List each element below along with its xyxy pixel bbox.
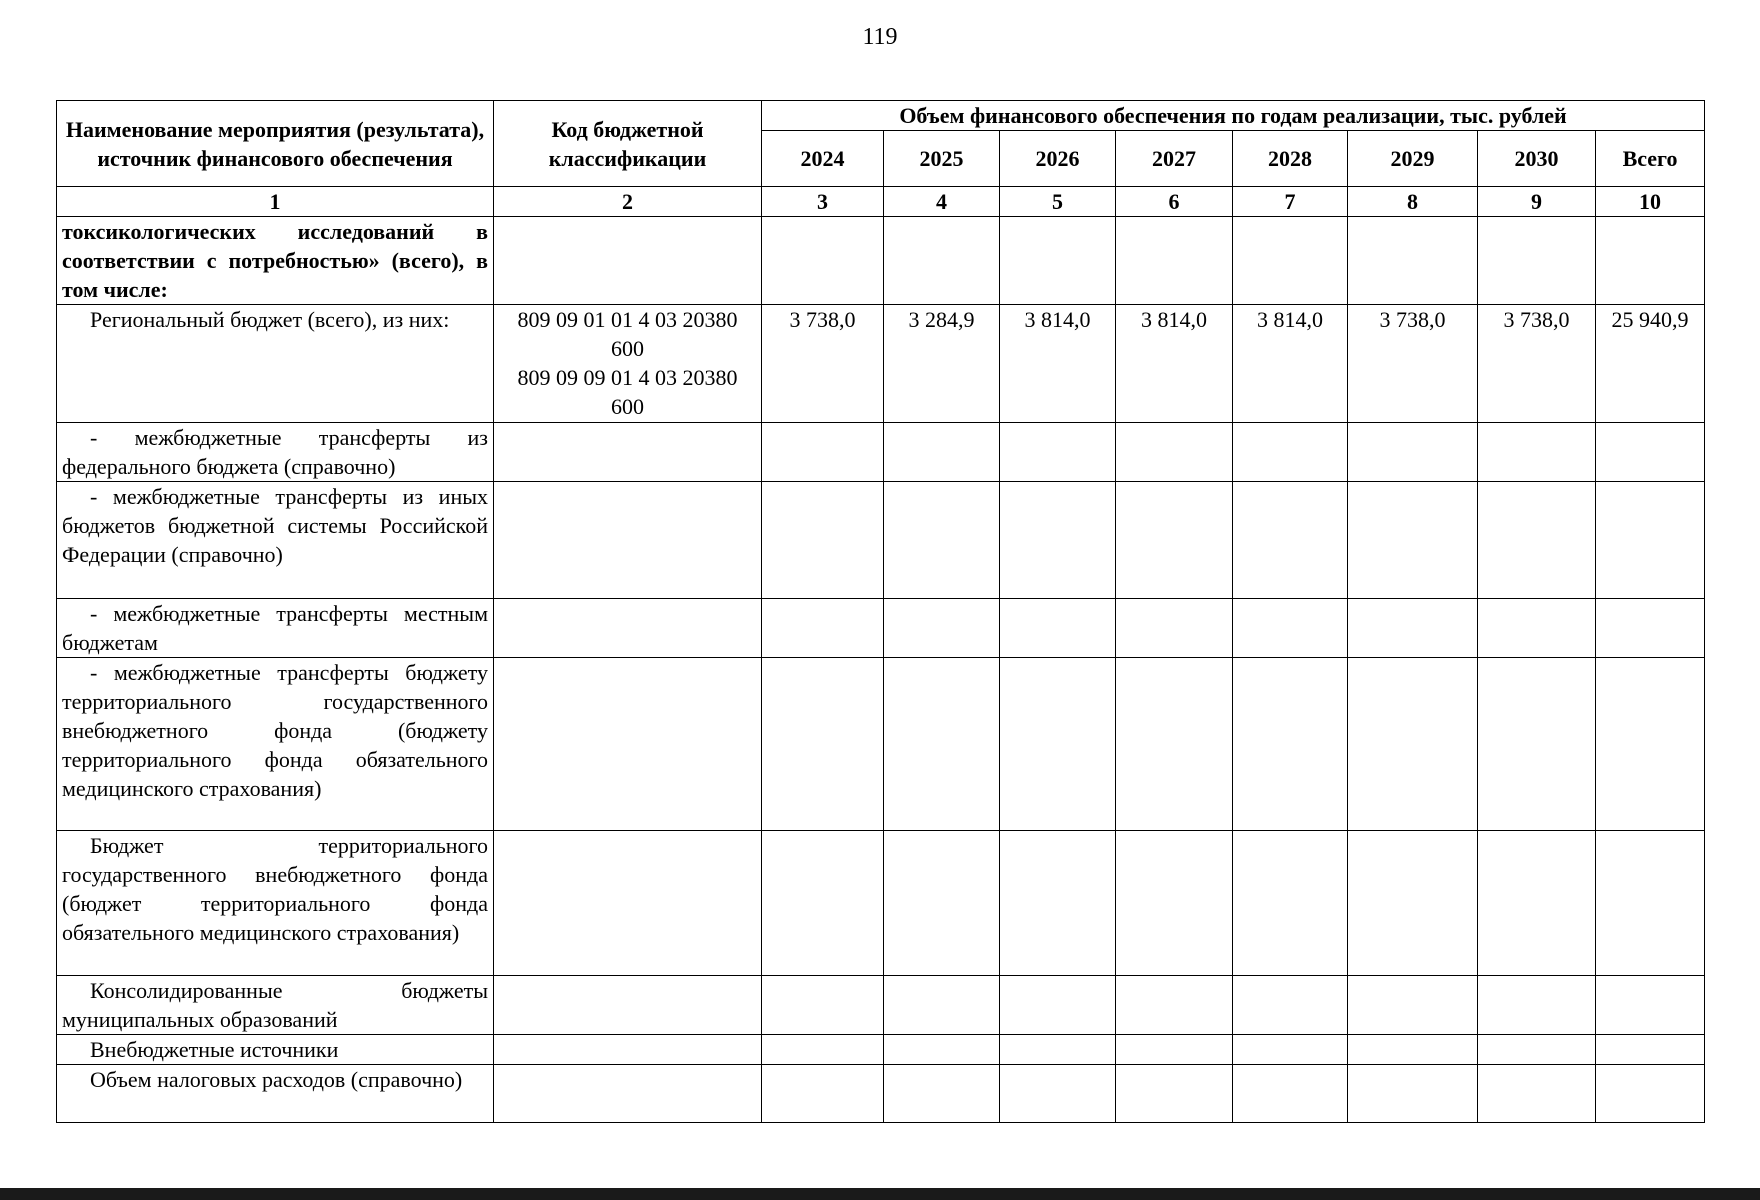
table-row (57, 423, 1705, 482)
row-code (494, 305, 762, 423)
row-value (1233, 1035, 1348, 1065)
row-value (1233, 217, 1348, 305)
row-value (884, 976, 1000, 1035)
row-value (1233, 599, 1348, 658)
header-year: 2028 (1233, 131, 1348, 187)
row-value: 3 814,0 (1000, 305, 1116, 423)
row-value (1348, 482, 1478, 599)
column-number: 2 (494, 187, 762, 217)
row-value (1233, 1065, 1348, 1123)
row-value (884, 831, 1000, 976)
row-value (884, 1065, 1000, 1123)
row-code (494, 831, 762, 976)
row-value (1116, 423, 1233, 482)
table-row (57, 217, 1705, 305)
row-value (1000, 482, 1116, 599)
row-value (1116, 1065, 1233, 1123)
header-total: Всего (1596, 131, 1705, 187)
row-value (1596, 976, 1705, 1035)
code-line: 809 09 09 01 4 03 20380 600 (517, 365, 738, 419)
row-value (1000, 976, 1116, 1035)
row-value (1233, 423, 1348, 482)
row-value (1348, 423, 1478, 482)
row-value (1478, 1065, 1596, 1123)
row-value (1596, 1035, 1705, 1065)
row-name: Региональный бюджет (всего), из них: (57, 305, 494, 423)
row-value (1348, 1065, 1478, 1123)
row-code (494, 217, 762, 305)
row-value (884, 423, 1000, 482)
row-code (494, 599, 762, 658)
row-value (762, 482, 884, 599)
row-value (1348, 976, 1478, 1035)
row-code (494, 976, 762, 1035)
row-value (1348, 658, 1478, 831)
row-value (1000, 1035, 1116, 1065)
row-value (762, 1065, 884, 1123)
row-name: - межбюджетные трансферты бюджету территориального государственного внебюджетного фонда (бюджету территориального фонда обязательного медицинского страхования) (57, 658, 494, 831)
row-value (1478, 1035, 1596, 1065)
table-row (57, 1065, 1705, 1123)
row-value (1000, 658, 1116, 831)
row-name: - межбюджетные трансферты из федерального бюджета (справочно) (57, 423, 494, 482)
row-value: 3 284,9 (884, 305, 1000, 423)
row-value (762, 217, 884, 305)
row-value (762, 599, 884, 658)
row-value (1348, 599, 1478, 658)
page-number: 119 (862, 24, 898, 50)
row-value (1478, 217, 1596, 305)
row-value (1478, 658, 1596, 831)
row-value: 25 940,9 (1596, 305, 1705, 423)
table-row (57, 305, 1705, 423)
header-name: Наименование мероприятия (результата), источник финансового обеспечения (57, 101, 494, 187)
column-number: 3 (762, 187, 884, 217)
row-value (1478, 423, 1596, 482)
row-code (494, 482, 762, 599)
row-code (494, 1065, 762, 1123)
row-value (1000, 217, 1116, 305)
row-code (494, 658, 762, 831)
row-value (884, 599, 1000, 658)
row-value (1478, 482, 1596, 599)
row-code (494, 1035, 762, 1065)
column-number: 6 (1116, 187, 1233, 217)
row-value (1116, 599, 1233, 658)
row-value (1348, 217, 1478, 305)
column-number: 10 (1596, 187, 1705, 217)
row-value: 3 738,0 (1348, 305, 1478, 423)
row-name: - межбюджетные трансферты местным бюджетам (57, 599, 494, 658)
header-year: 2024 (762, 131, 884, 187)
row-value (884, 1035, 1000, 1065)
row-value (1596, 1065, 1705, 1123)
row-value (1348, 1035, 1478, 1065)
header-year: 2026 (1000, 131, 1116, 187)
row-value (1000, 423, 1116, 482)
scan-edge-bar (0, 1188, 1760, 1200)
row-value (1233, 976, 1348, 1035)
row-value (1000, 599, 1116, 658)
row-value (1596, 423, 1705, 482)
table-row (57, 831, 1705, 976)
row-value (762, 423, 884, 482)
row-value (1000, 1065, 1116, 1123)
table-row (57, 976, 1705, 1035)
header-year: 2030 (1478, 131, 1596, 187)
row-value (1116, 976, 1233, 1035)
row-value (1116, 658, 1233, 831)
row-name: Объем налоговых расходов (справочно) (57, 1065, 494, 1123)
row-value (884, 658, 1000, 831)
row-name: Внебюджетные источники (57, 1035, 494, 1065)
row-value (884, 217, 1000, 305)
row-name: Консолидированные бюджеты муниципальных образований (57, 976, 494, 1035)
row-value (1116, 831, 1233, 976)
column-number: 1 (57, 187, 494, 217)
row-value (1233, 658, 1348, 831)
row-code (494, 423, 762, 482)
table-row (57, 658, 1705, 831)
row-value: 3 814,0 (1116, 305, 1233, 423)
row-value (1596, 217, 1705, 305)
row-value (762, 658, 884, 831)
row-value (1478, 831, 1596, 976)
table-row (57, 599, 1705, 658)
financing-table (56, 100, 1705, 1123)
row-name: токсикологических исследований в соответствии с потребностью» (всего), в том числе: (57, 217, 494, 305)
row-value (884, 482, 1000, 599)
column-number: 4 (884, 187, 1000, 217)
row-value (1478, 976, 1596, 1035)
row-value (1596, 658, 1705, 831)
row-value (1596, 831, 1705, 976)
row-value (762, 831, 884, 976)
row-value: 3 814,0 (1233, 305, 1348, 423)
row-value (762, 1035, 884, 1065)
column-number: 7 (1233, 187, 1348, 217)
row-name: Бюджет территориального государственного внебюджетного фонда (бюджет территориального фонда обязательного медицинского страхования) (57, 831, 494, 976)
row-value (1116, 217, 1233, 305)
table-row (57, 1035, 1705, 1065)
row-value (1000, 831, 1116, 976)
header-volume: Объем финансового обеспечения по годам реализации, тыс. рублей (762, 101, 1705, 131)
header-year: 2027 (1116, 131, 1233, 187)
table-row (57, 482, 1705, 599)
row-value (762, 976, 884, 1035)
column-number-row (57, 187, 1705, 217)
row-value: 3 738,0 (762, 305, 884, 423)
column-number: 5 (1000, 187, 1116, 217)
header-code: Код бюджетной классификации (494, 101, 762, 187)
row-value: 3 738,0 (1478, 305, 1596, 423)
column-number: 8 (1348, 187, 1478, 217)
row-value (1116, 1035, 1233, 1065)
row-value (1596, 599, 1705, 658)
row-value (1348, 831, 1478, 976)
column-number: 9 (1478, 187, 1596, 217)
header-year: 2029 (1348, 131, 1478, 187)
row-value (1233, 831, 1348, 976)
row-value (1478, 599, 1596, 658)
row-value (1233, 482, 1348, 599)
code-line: 809 09 01 01 4 03 20380 600 (517, 307, 738, 361)
header-year: 2025 (884, 131, 1000, 187)
row-name: - межбюджетные трансферты из иных бюджетов бюджетной системы Российской Федерации (справочно) (57, 482, 494, 599)
row-value (1596, 482, 1705, 599)
row-value (1116, 482, 1233, 599)
